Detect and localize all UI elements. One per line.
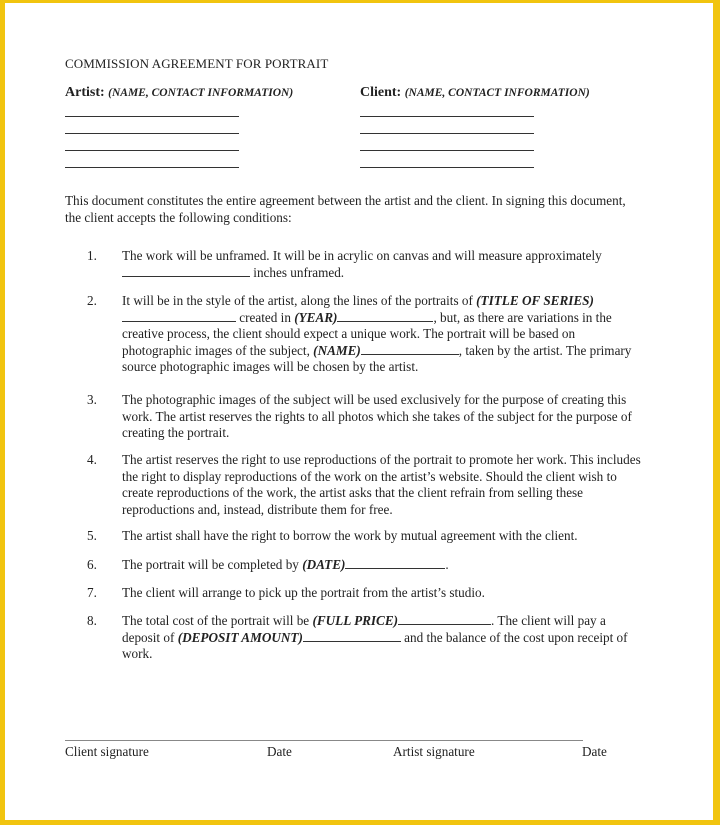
client-info-line[interactable] <box>360 150 534 151</box>
name-blank[interactable] <box>361 343 459 355</box>
date-blank[interactable] <box>345 557 445 569</box>
clause-text <box>122 557 642 574</box>
clause-2-text-a: It will be in the style of the artist, along the lines of the portraits of <box>122 293 477 308</box>
clause-1-text-b: inches unframed. <box>250 264 345 280</box>
client-hint: (NAME, CONTACT INFORMATION) <box>404 87 590 99</box>
deposit-blank[interactable] <box>303 630 401 642</box>
clause-number: 2. <box>87 293 97 308</box>
clause-text: The client will arrange to pick up the portrait from the artist’s studio. <box>122 585 485 600</box>
artist-info-line[interactable] <box>65 133 239 134</box>
deposit-placeholder: (DEPOSIT AMOUNT) <box>177 629 303 645</box>
artist-date-label: Date <box>582 744 607 759</box>
clause-number: 3. <box>87 392 97 407</box>
clause-number: 6. <box>87 557 97 572</box>
clause-number: 5. <box>87 528 97 543</box>
clause-number: 1. <box>87 248 97 263</box>
client-heading <box>360 85 590 101</box>
artist-hint: (NAME, CONTACT INFORMATION) <box>108 87 294 99</box>
client-info-line[interactable] <box>360 167 534 168</box>
price-blank[interactable] <box>398 613 491 625</box>
name-placeholder: (NAME) <box>313 342 361 358</box>
artist-info-line[interactable] <box>65 167 239 168</box>
client-info-line[interactable] <box>360 116 534 117</box>
document-title: COMMISSION AGREEMENT FOR PORTRAIT <box>65 56 329 71</box>
clause-text <box>122 248 642 281</box>
series-blank[interactable] <box>122 310 236 322</box>
signature-rule[interactable] <box>65 740 583 741</box>
clause-number: 4. <box>87 452 97 467</box>
clause-number: 8. <box>87 613 97 628</box>
clause-8-text-a: The total cost of the portrait will be <box>122 613 313 628</box>
client-date-label: Date <box>267 744 292 759</box>
client-info-line[interactable] <box>360 133 534 134</box>
artist-info-line[interactable] <box>65 150 239 151</box>
year-placeholder: (YEAR) <box>294 309 338 325</box>
clause-8-text-b: . The client will pay a deposit of <box>122 613 606 645</box>
clause-text: The artist reserves the right to use reproductions of the portrait to promote her work. This includes the right to display reproductions of the work on the artist’s website. Should the client wish to create reproductions of the work, the artist asks that the client refrain from selling these reproductions and, instead, distribute them for free. <box>122 452 641 517</box>
document-page <box>5 3 713 820</box>
clause-6-text-b: . <box>445 557 449 572</box>
clause-8-text-c: and the balance of the cost upon receipt of work. <box>122 629 628 661</box>
clause-text <box>122 293 642 376</box>
clause-text: The photographic images of the subject will be used exclusively for the purpose of creating this work. The artist reserves the rights to all photos which she takes of the subject for the purpose of creating the portrait. <box>122 392 632 440</box>
clause-2-text-c: , but, as there are variations in the creative process, the client should expect a unique work. The portrait will be based on photographic images of the subject, <box>122 309 612 358</box>
artist-info-line[interactable] <box>65 116 239 117</box>
series-placeholder: (TITLE OF SERIES) <box>476 293 594 308</box>
artist-signature-label: Artist signature <box>393 744 475 759</box>
clause-2-text-d: , taken by the artist. The primary source photographic images will be chosen by the artist. <box>122 342 632 374</box>
clause-1-text-a: The work will be unframed. It will be in acrylic on canvas and will measure approximately <box>122 248 602 263</box>
client-signature-label: Client signature <box>65 744 149 759</box>
clause-text: The artist shall have the right to borrow the work by mutual agreement with the client. <box>122 528 578 543</box>
size-blank[interactable] <box>122 265 250 277</box>
intro-paragraph: This document constitutes the entire agreement between the artist and the client. In signing this document, the client accepts the following conditions: <box>65 193 626 225</box>
date-placeholder: (DATE) <box>302 557 346 572</box>
clause-text <box>122 613 642 663</box>
artist-heading <box>65 85 293 101</box>
clause-2-text-b: created in <box>236 309 295 325</box>
clause-number: 7. <box>87 585 97 600</box>
client-label: Client: <box>360 85 402 100</box>
clause-6-text-a: The portrait will be completed by <box>122 557 303 572</box>
year-blank[interactable] <box>337 310 433 322</box>
price-placeholder: (FULL PRICE) <box>312 613 399 628</box>
artist-label: Artist: <box>65 85 105 100</box>
